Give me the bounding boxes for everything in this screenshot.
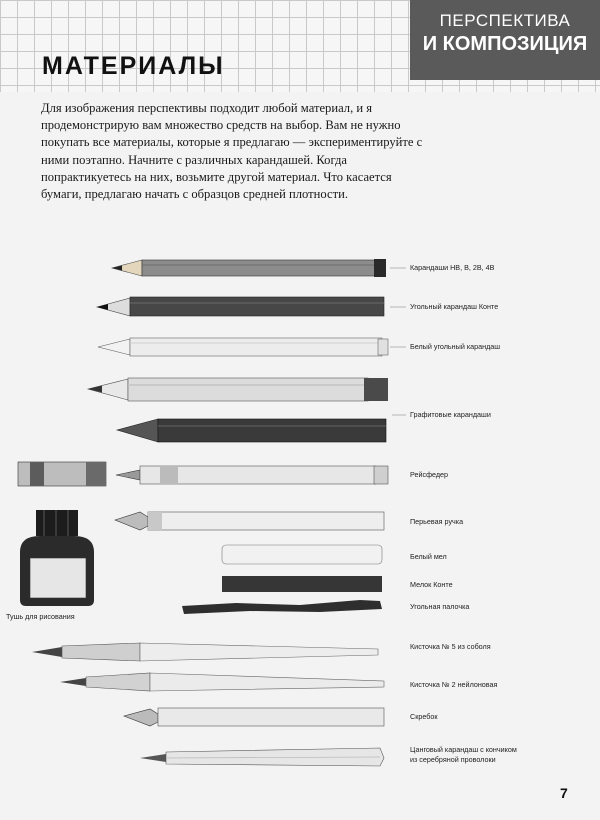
label-pencils: Карандаши HB, B, 2B, 4B	[410, 263, 495, 272]
ruling-pen-icon	[18, 462, 388, 486]
dip-pen-icon	[115, 512, 384, 530]
nylon-brush-icon	[60, 673, 384, 691]
charcoal-stick-icon	[182, 600, 382, 614]
section-title-line2: И КОМПОЗИЦИЯ	[422, 33, 588, 55]
ink-bottle-icon	[20, 510, 94, 606]
sable-brush-icon	[32, 643, 378, 661]
label-charcoal-stick: Угольная палочка	[410, 602, 470, 611]
white-chalk-icon	[222, 545, 382, 564]
label-ruling-pen: Рейсфедер	[410, 470, 449, 479]
intro-paragraph: Для изображения перспективы подходит любой материал, и я продемонстрирую вам множество средств на выбор. Вам не нужно покупать все материалы, которые я предлагаю — экспериментируйте с ними поэтапно. Начните с различных карандашей. Когда попрактикуетесь на них, возьмите другой материал. Что касается бумаги, предлагаю начать с образцов средней плотности.	[41, 101, 423, 202]
label-graphite: Графитовые карандаши	[410, 410, 491, 419]
conte-crayon-icon	[222, 576, 382, 592]
label-sable-brush: Кисточка № 5 из соболя	[410, 642, 491, 651]
label-conte-crayon: Мелок Конте	[410, 580, 453, 589]
scraper-icon	[124, 708, 384, 726]
section-title-line1: ПЕРСПЕКТИВА	[439, 11, 571, 30]
label-scraper: Скребок	[410, 712, 438, 721]
label-collet-pencil-line2: из серебряной проволоки	[410, 755, 496, 764]
charcoal-pencil-icon	[97, 297, 384, 316]
label-nylon-brush: Кисточка № 2 нейлоновая	[410, 680, 498, 689]
collet-pencil-icon	[140, 748, 384, 766]
label-collet-pencil-line1: Цанговый карандаш с кончиком	[410, 745, 517, 754]
page-heading: МАТЕРИАЛЫ	[42, 52, 225, 80]
white-charcoal-pencil-icon	[98, 338, 388, 356]
graphite-pencil-large-icon	[88, 378, 388, 401]
label-ink: Тушь для рисования	[6, 612, 75, 621]
graphite-pencil-small-icon	[117, 419, 386, 442]
pencil-hb-icon	[112, 259, 386, 277]
page-number: 7	[560, 785, 568, 801]
label-white-chalk: Белый мел	[410, 552, 447, 561]
label-charcoal-pencil: Угольный карандаш Конте	[410, 302, 499, 311]
label-dip-pen: Перьевая ручка	[410, 517, 464, 526]
label-white-charcoal: Белый угольный карандаш	[410, 342, 501, 351]
leader-lines	[390, 268, 406, 415]
